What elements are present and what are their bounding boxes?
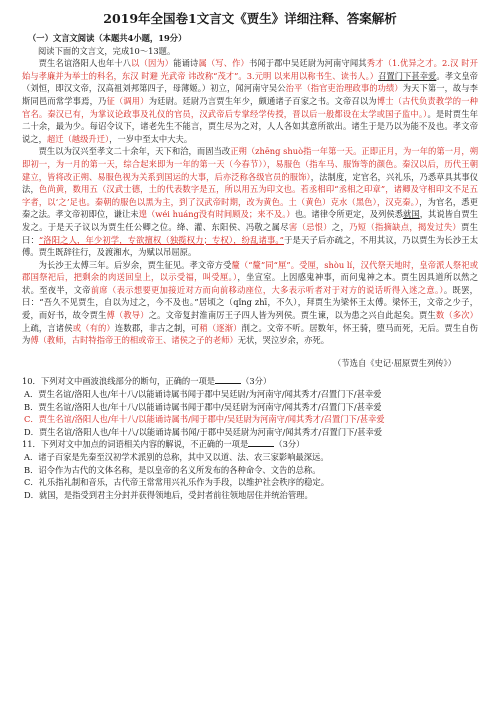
passage-text: 。是时贾生年二十余，最为少。每诏令议下，诸老先生不能言，贾生尽为之对，人人各如其意所欲出。诸生于是乃以为能不及也。孝文帝说之， <box>22 108 478 144</box>
question-11-text: 11．下列对文中加点的词语相关内容的解说，不正确的一项是 <box>22 439 249 450</box>
passage-text: 削之。文帝不听。居数年，怀王骑，堕马而死，无后。贾生自伤为 <box>22 322 478 346</box>
passage-text: 能诵诗 <box>173 58 199 69</box>
annotation-text: 属（写、作） <box>198 58 249 69</box>
passage-text: 书闻于郡中吴廷尉为河南守闻其 <box>248 58 367 69</box>
passage-text: 之。文帝复封淮南厉王子四人皆为列侯。贾生谏，以为患之兴自此起矣。贾生 <box>148 310 436 321</box>
question-11-score: （3分） <box>274 439 305 450</box>
passage-text: 无状，哭泣岁余，亦死。 <box>237 335 330 346</box>
passage-text: 为天下第一，故与李斯同邑而常学事焉，乃 <box>22 83 478 106</box>
annotation-text: 前席（表示想要更加接近对方而向前移动座位，大多表示听者对于对方的说话听得入迷之意。） <box>90 284 444 295</box>
passage-paragraph <box>22 57 478 145</box>
annotation-text: 色尚黄，数用五（汉武士德，土的代表数字是五，所以用五为印文也。若丞相印“丞相之印章”，诸卿及守相印文不足五字者，以‘之’足也。秦朝的服色以黑为主，到了汉武帝时期，改为黄色。土（黄色）克水（黑色），汉克秦。） <box>22 184 478 207</box>
passage-paragraph <box>22 145 478 258</box>
annotation-text: 乃短（指摘缺点，揭发过失） <box>349 221 462 232</box>
passage-text: ，坐宣室。上因感鬼神事，而问鬼神之本。贾生因具道所以然之状。至夜半，文帝 <box>22 272 478 295</box>
annotation-text: 博士（古代负责教学的一种官名。秦汉已有，为掌议论政事及礼仪的官员，汉武帝后专掌经学传授，晋以后一般都设在太学或国子监中。） <box>22 95 478 119</box>
passage-text: 贾生曰： <box>22 221 478 245</box>
passage <box>22 57 478 347</box>
passage-text: 。既罢，曰：“吾久不见贾生，自以为过之，今不及也。”居顷之（qǐng zhī，不久），拜贾生为梁怀王太傅。梁怀王，文帝之少子，爱，而好书，故令贾生 <box>22 284 478 321</box>
passage-text: 也。诸律令所更定，及列侯悉 <box>294 209 404 220</box>
annotation-text: 稍（逐渐） <box>199 322 242 333</box>
annotation-text: 征（调用） <box>106 95 149 106</box>
passage-text: ，法制度，定官名，兴礼乐，乃悉草具其事仪法， <box>22 171 478 195</box>
passage-text: 之， <box>331 221 350 232</box>
passage-text: ，为官名，悉更秦之法。孝文帝初即位，谦让未 <box>22 196 478 220</box>
annotation-text: 遑（wéi huáng没有时间顾及；来不及。） <box>138 209 295 220</box>
passage-text: 上疏，言诸侯 <box>22 322 73 333</box>
passage-text: 为长沙王太傅三年。后岁余，贾生征见。孝文帝方受 <box>38 259 232 270</box>
passage-text: 就国 <box>403 209 420 220</box>
annotation-text: 超迁（越级升迁） <box>46 133 110 144</box>
annotation-text: 正朔（zhēng shuò指一年第一天。正即正月，为一年的第一月，朔即初一，为一月的第一天，综合起来即为一年的第一天（今春节）） <box>22 146 478 169</box>
annotation-text: 傅（教师，古时特指帝王的相或帝王、诸侯之子的老师） <box>30 335 238 346</box>
passage-text: 贾生名谊洛阳人也年十八 <box>38 58 132 69</box>
section-heading: （一）文言文阅读（本题共4小题，19分） <box>28 33 187 43</box>
page-title: 2019年全国卷1文言文《贾生》详细注释、答案解析 <box>103 11 397 26</box>
annotation-text: 治平（指官吏治理政事的功绩） <box>285 83 403 94</box>
passage-text: 。孝文皇帝（刘恒，即汉文帝，汉高祖刘邦第四子，母薄姬。）初立，闻河南守吴公 <box>22 70 478 94</box>
answer-option: C．贾生名谊/洛阳人也/年十八/以能诵诗属书/闻于郡中/吴廷尉为河南守/闻其秀才/召置门下/甚幸爱 <box>24 414 385 425</box>
annotation-text: 秀才（1.优异之才。2.汉 时开始与孝廉并为举士的科名，东汉 时避 光武帝 讳改称“茂才”。3.元明 以来用以称书生、读书人。） <box>22 58 478 81</box>
passage-text: 于是天子后亦疏之，不用其议，乃以贾生为长沙王太傅。贾生既辞往行，及渡湘水，为赋以吊屈原。 <box>22 234 478 258</box>
annotation-text: 以（因为） <box>131 58 174 69</box>
passage-text: ，一岁中至太中大夫。 <box>109 133 193 144</box>
answer-option: C．礼乐指礼制和音乐，古代帝王常常用兴礼乐作为手段，以维护社会秩序的稳定。 <box>24 477 330 488</box>
passage-text: 贾生以为汉兴至孝文二十余年，天下和洽，而固当改 <box>38 146 231 157</box>
question-10-stem <box>22 375 478 388</box>
instruction-line: 阅读下面的文言文，完成10～13题。 <box>38 45 176 56</box>
question-10-options <box>22 388 478 438</box>
source-citation: （节选自《史记·屈原贾生列传》） <box>333 357 456 368</box>
annotation-text: 或（有的） <box>72 322 115 333</box>
answer-option: A．诸子百家是先秦至汉初学术派别的总称，其中又以道、法、农三家影响最深远。 <box>24 452 329 462</box>
annotation-text: 釐（“釐”同“厘”。受厘，shòu lí，汉代祭天地时，皇帝派人祭祀或郡国祭祀后，把剩余的肉送回皇上，以示受福，叫受厘。） <box>22 259 478 283</box>
answer-blank <box>215 375 241 384</box>
passage-paragraph <box>22 259 478 347</box>
passage-text: 为廷尉。廷尉乃言贾生年少，颇通诸子百家之书。文帝召以为 <box>148 95 377 106</box>
question-11-options <box>22 451 478 501</box>
answer-option: B．贾生名谊/洛阳人也/年十八/以能诵诗属书闻于郡中/吴廷尉为河南守/闻其秀才/召置门下/甚幸爱 <box>24 401 382 412</box>
answer-option: D．贾生名谊/洛阳人也/年十八/以能诵诗属书闻/于郡中吴廷尉为河南守/闻其秀才/召置门下/甚幸爱 <box>24 426 383 437</box>
annotation-text: “洛阳之人，年少初学，专欲擅权（独揽权力；专权），纷乱诸事。” <box>38 234 284 245</box>
answer-blank <box>248 438 274 447</box>
answer-option: A．贾生名谊/洛阳人也/年十八/以能诵诗属书闻于郡中吴廷尉/为河南守/闻其秀才/召置门下/甚幸爱 <box>24 389 382 400</box>
question-10-score: （3分） <box>241 376 272 387</box>
answer-option: D．就国，是指受到君主分封并获得领地后，受封者前往领地居住并统治管理。 <box>24 489 313 500</box>
passage-text: 连数郡，非古之制，可 <box>114 322 200 333</box>
annotation-text: 数（多次） <box>435 310 478 321</box>
passage-text: 召置门下甚幸爱 <box>378 70 437 81</box>
annotation-text: 害（忌恨） <box>288 221 332 232</box>
annotation-text: 傅（教导） <box>106 310 149 321</box>
question-11-stem <box>22 438 478 451</box>
question-10-text: 10．下列对文中画波浪线部分的断句，正确的一项是 <box>22 376 216 387</box>
annotation-text: ，易服色（指车马、服饰等的颜色。秦汉以后，历代王朝建立，皆将改正朔、易服色视为关系到国运的大事，后亦泛称各级官员的服饰） <box>22 158 478 182</box>
answer-option: B．诏令作为古代的文体名称，是以皇帝的名义所发布的各种命令、文告的总称。 <box>24 464 321 475</box>
passage-text: ，其说皆自贾生发之。于是天子议以为贾生任公卿之位。绛、灌、东阳侯、冯敬之属尽 <box>22 209 478 232</box>
